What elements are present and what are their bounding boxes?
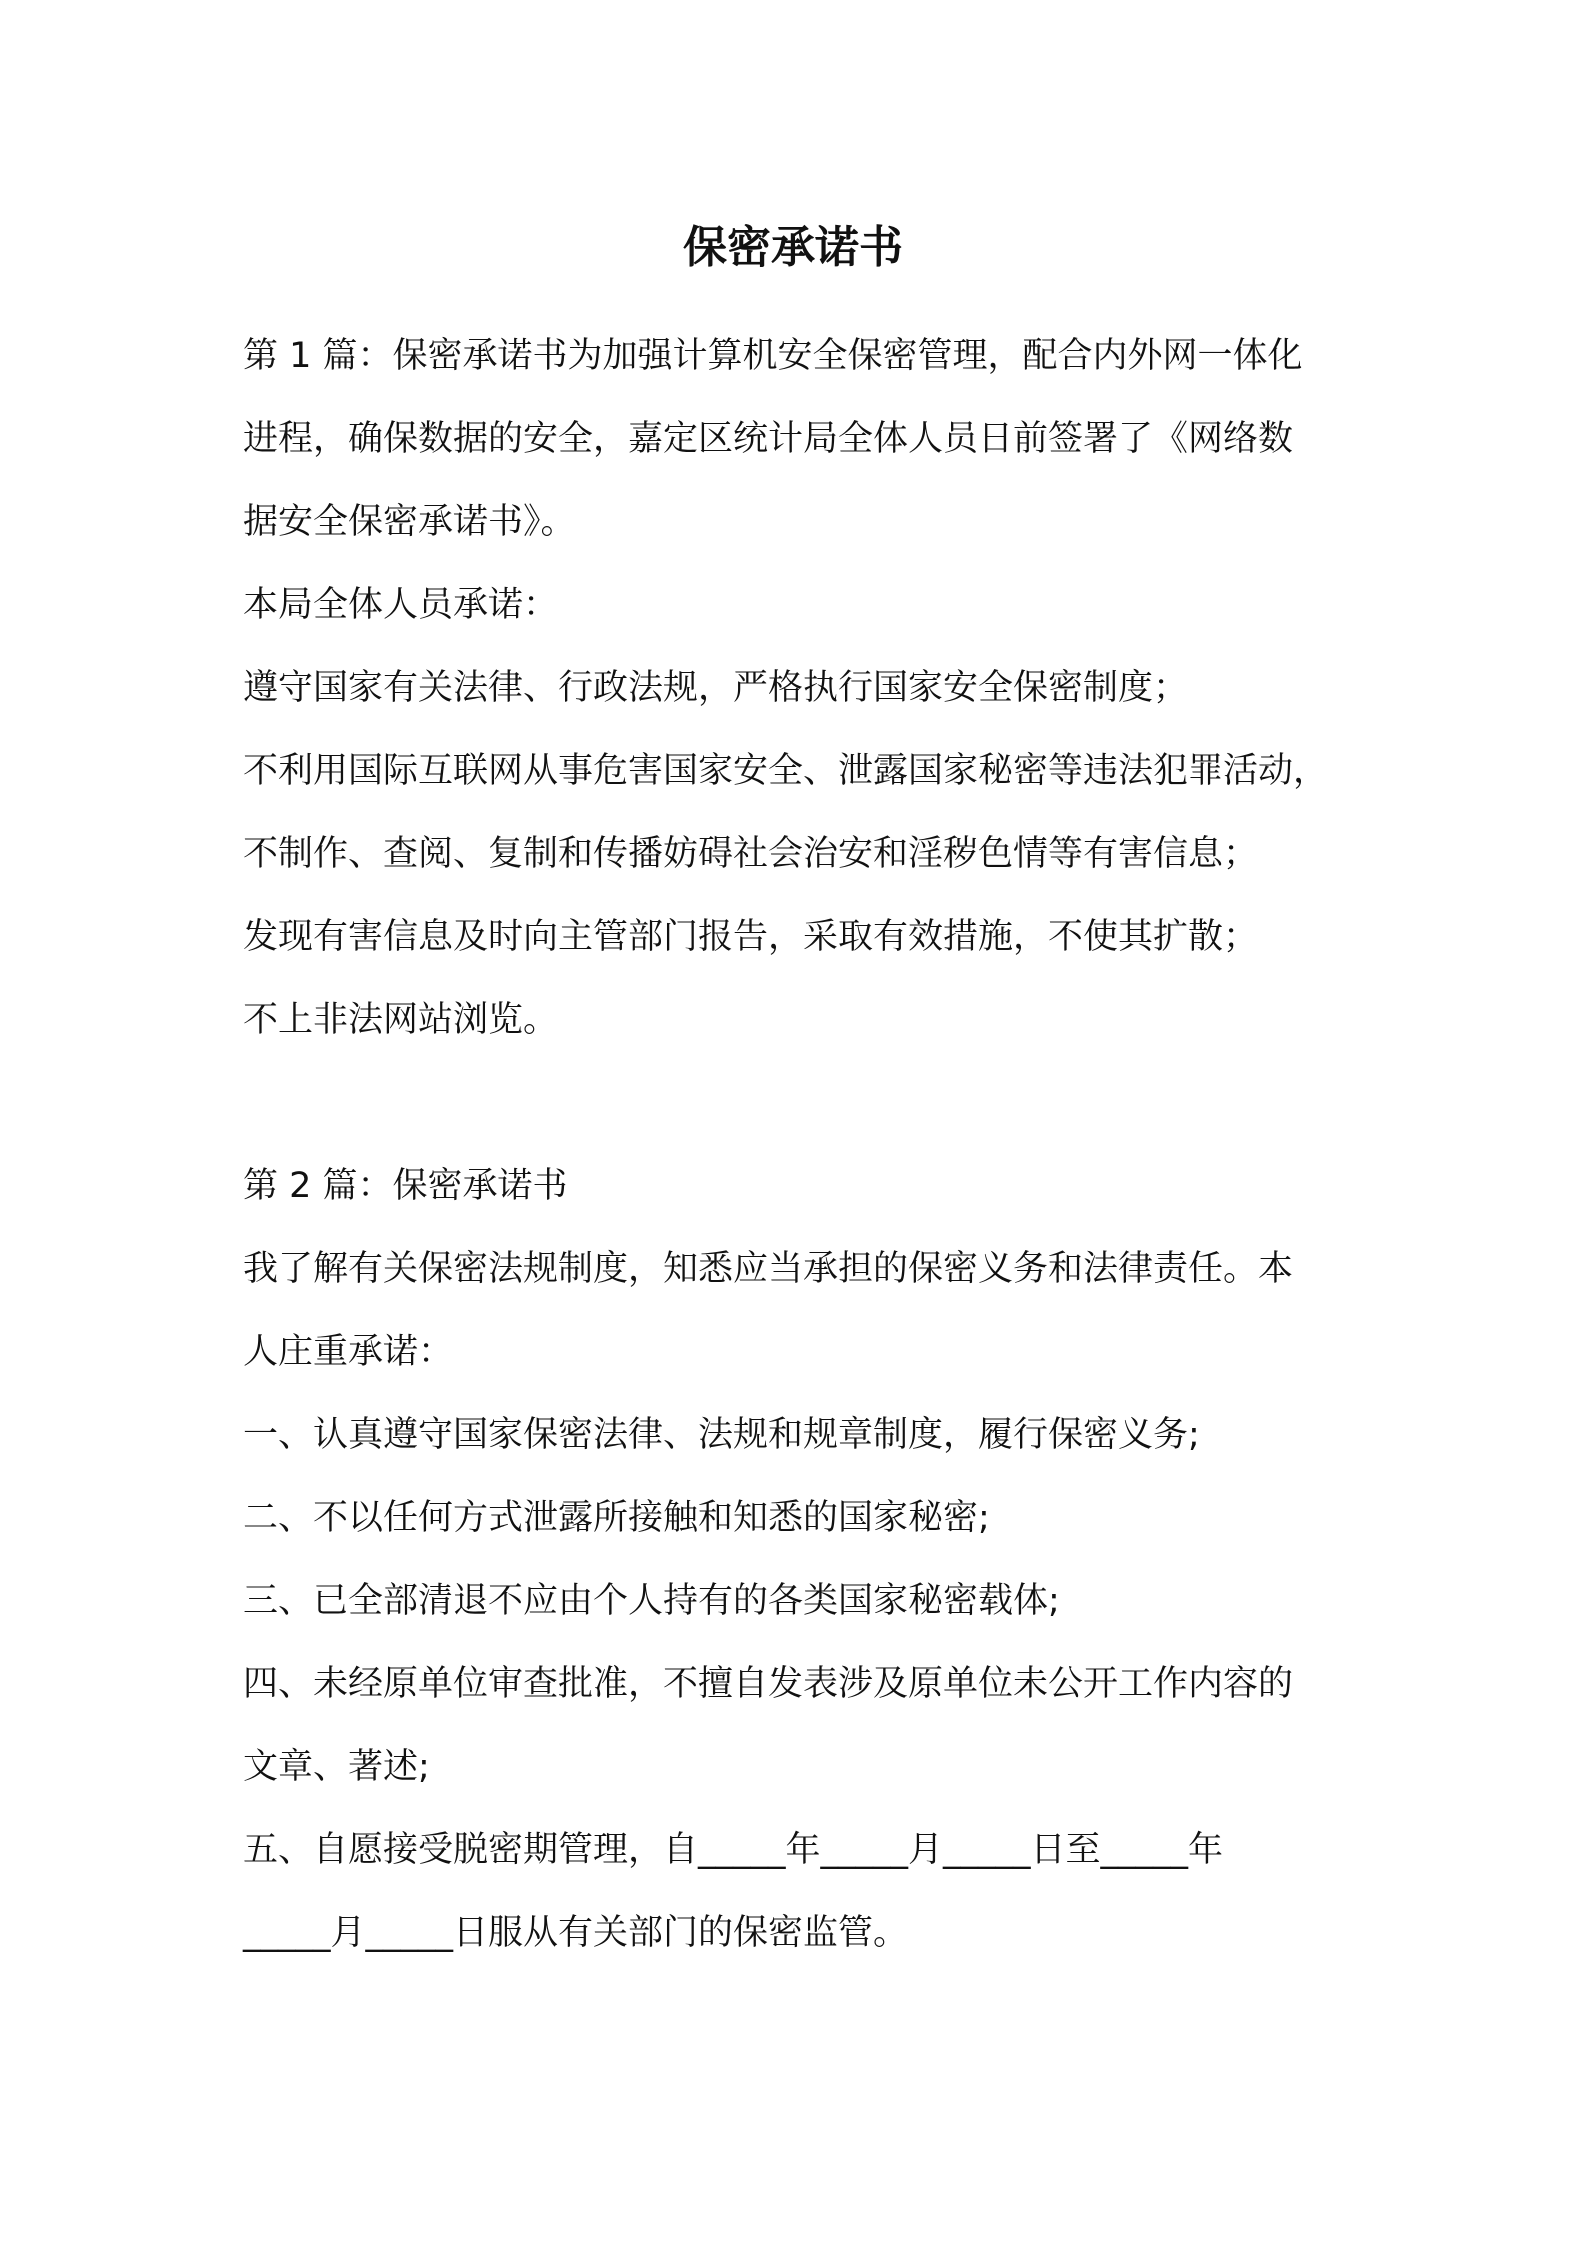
- section-2-line: 人庄重承诺：: [243, 1332, 454, 1372]
- section-1-line: 不上非法网站浏览。: [243, 1000, 559, 1040]
- section-2-line: 二、不以任何方式泄露所接触和知悉的国家秘密;: [243, 1498, 990, 1538]
- section-2-line: _____月_____日服从有关部门的保密监管。: [243, 1913, 909, 1953]
- section-2-line: 我了解有关保密法规制度，知悉应当承担的保密义务和法律责任。本: [243, 1249, 1294, 1289]
- section-1-line: 据安全保密承诺书》。: [243, 502, 576, 542]
- section-2-line: 文章、著述;: [243, 1747, 430, 1787]
- section-1-line: 遵守国家有关法律、行政法规，严格执行国家安全保密制度；: [243, 668, 1189, 708]
- section-2-line: 五、自愿接受脱密期管理，自_____年_____月_____日至_____年: [243, 1830, 1224, 1870]
- section-2-line: 三、已全部清退不应由个人持有的各类国家秘密载体;: [243, 1581, 1060, 1621]
- section-spacer: [243, 1062, 1363, 1145]
- section-1-line: 发现有害信息及时向主管部门报告，采取有效措施，不使其扩散；: [243, 917, 1259, 957]
- document-title: 保密承诺书: [683, 222, 903, 273]
- section-2-line: 一、认真遵守国家保密法律、法规和规章制度，履行保密义务;: [243, 1415, 1200, 1455]
- section-1: [243, 315, 1363, 1062]
- section-2: [243, 1145, 1363, 1975]
- section-2-heading: 第 2 篇：保密承诺书: [243, 1166, 568, 1206]
- section-2-line: 四、未经原单位审查批准，不擅自发表涉及原单位未公开工作内容的: [243, 1664, 1294, 1704]
- document-body: [243, 315, 1363, 1975]
- section-1-line: 不制作、查阅、复制和传播妨碍社会治安和淫秽色情等有害信息；: [243, 834, 1259, 874]
- section-1-line: 本局全体人员承诺：: [243, 585, 559, 625]
- section-1-line: 第 1 篇：保密承诺书为加强计算机安全保密管理，配合内外网一体化: [243, 336, 1303, 376]
- section-1-line: 不利用国际互联网从事危害国家安全、泄露国家秘密等违法犯罪活动，: [243, 751, 1329, 791]
- section-1-line: 进程，确保数据的安全，嘉定区统计局全体人员日前签署了《网络数: [243, 419, 1294, 459]
